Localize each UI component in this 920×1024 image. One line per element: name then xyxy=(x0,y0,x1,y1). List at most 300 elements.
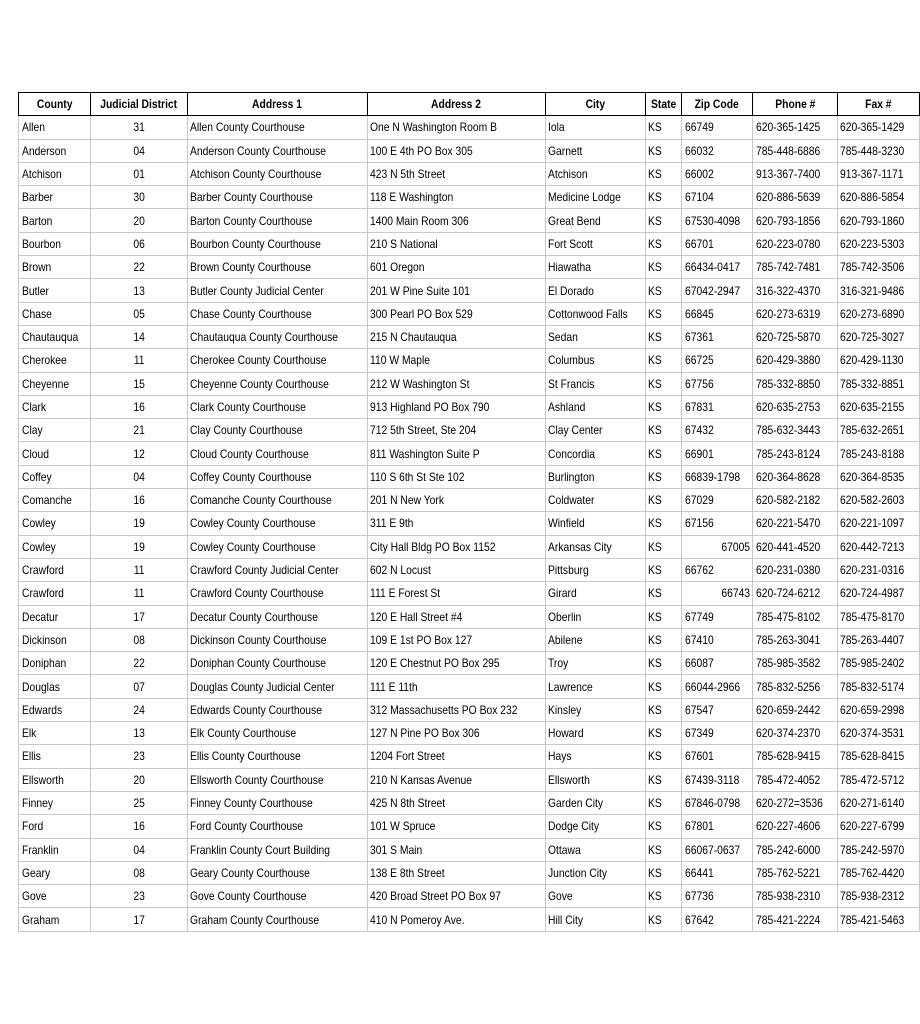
address-1-cell: Clay County Courthouse xyxy=(187,419,342,442)
city-cell: Medicine Lodge xyxy=(545,186,631,209)
judicial-district-cell: 31 xyxy=(98,116,181,139)
city-cell: Lawrence xyxy=(545,675,631,698)
judicial-district-cell: 16 xyxy=(98,815,181,838)
zip-code-cell: 66701 xyxy=(682,232,743,255)
fax-cell: 620-221-1097 xyxy=(837,512,907,535)
phone-cell: 913-367-7400 xyxy=(753,162,826,185)
city-cell: Cottonwood Falls xyxy=(545,302,631,325)
phone-cell: 620-231-0380 xyxy=(753,558,826,581)
address-2-cell: 118 E Washington xyxy=(367,186,520,209)
table-row xyxy=(19,325,920,348)
address-1-cell: Ellis County Courthouse xyxy=(187,745,342,768)
fax-cell: 620-227-6799 xyxy=(837,815,907,838)
phone-cell: 620-582-2182 xyxy=(753,489,826,512)
fax-cell: 785-938-2312 xyxy=(837,885,907,908)
city-cell: Winfield xyxy=(545,512,631,535)
table-row xyxy=(19,512,920,535)
table-row xyxy=(19,302,920,325)
header-county: County xyxy=(19,93,91,116)
address-2-cell: 311 E 9th xyxy=(367,512,520,535)
judicial-district-cell: 11 xyxy=(98,558,181,581)
county-cell: Clay xyxy=(19,419,81,442)
city-cell: Fort Scott xyxy=(545,232,631,255)
county-cell: Edwards xyxy=(19,698,81,721)
address-1-cell: Dickinson County Courthouse xyxy=(187,628,342,651)
phone-cell: 620-725-5870 xyxy=(753,325,826,348)
zip-code-cell: 66725 xyxy=(682,349,743,372)
judicial-district-cell: 15 xyxy=(98,372,181,395)
city-cell: Columbus xyxy=(545,349,631,372)
address-1-cell: Crawford County Judicial Center xyxy=(187,558,342,581)
fax-cell: 620-273-6890 xyxy=(837,302,907,325)
address-2-cell: 300 Pearl PO Box 529 xyxy=(367,302,520,325)
zip-code-cell: 67749 xyxy=(682,605,743,628)
fax-cell: 620-793-1860 xyxy=(837,209,907,232)
phone-cell: 785-242-6000 xyxy=(753,838,826,861)
fax-cell: 913-367-1171 xyxy=(837,162,907,185)
state-cell: KS xyxy=(645,186,676,209)
table-row xyxy=(19,232,920,255)
address-1-cell: Clark County Courthouse xyxy=(187,395,342,418)
fax-cell: 785-475-8170 xyxy=(837,605,907,628)
zip-code-cell: 67831 xyxy=(682,395,743,418)
address-1-cell: Graham County Courthouse xyxy=(187,908,342,931)
judicial-district-cell: 08 xyxy=(98,861,181,884)
table-row xyxy=(19,419,920,442)
table-row xyxy=(19,465,920,488)
county-cell: Comanche xyxy=(19,489,81,512)
address-2-cell: 100 E 4th PO Box 305 xyxy=(367,139,520,162)
zip-code-cell: 67439-3118 xyxy=(682,768,743,791)
zip-code-cell: 67042-2947 xyxy=(682,279,743,302)
state-cell: KS xyxy=(645,605,676,628)
courthouse-directory-table xyxy=(18,92,920,932)
judicial-district-cell: 30 xyxy=(98,186,181,209)
address-2-cell: 712 5th Street, Ste 204 xyxy=(367,419,520,442)
zip-code-cell: 66743 xyxy=(691,582,752,605)
fax-cell: 620-724-4987 xyxy=(837,582,907,605)
city-cell: Garnett xyxy=(545,139,631,162)
phone-cell: 316-322-4370 xyxy=(753,279,826,302)
zip-code-cell: 66434-0417 xyxy=(682,256,743,279)
state-cell: KS xyxy=(645,745,676,768)
fax-cell: 785-762-4420 xyxy=(837,861,907,884)
phone-cell: 785-632-3443 xyxy=(753,419,826,442)
city-cell: Concordia xyxy=(545,442,631,465)
fax-cell: 620-886-5854 xyxy=(837,186,907,209)
address-1-cell: Cherokee County Courthouse xyxy=(187,349,342,372)
zip-code-cell: 67530-4098 xyxy=(682,209,743,232)
address-2-cell: 425 N 8th Street xyxy=(367,791,520,814)
county-cell: Atchison xyxy=(19,162,81,185)
phone-cell: 620-886-5639 xyxy=(753,186,826,209)
table-row xyxy=(19,395,920,418)
address-2-cell: 109 E 1st PO Box 127 xyxy=(367,628,520,651)
table-row xyxy=(19,372,920,395)
phone-cell: 620-635-2753 xyxy=(753,395,826,418)
zip-code-cell: 67601 xyxy=(682,745,743,768)
state-cell: KS xyxy=(645,512,676,535)
county-cell: Chautauqua xyxy=(19,325,81,348)
city-cell: Ottawa xyxy=(545,838,631,861)
address-2-cell: 312 Massachusetts PO Box 232 xyxy=(367,698,520,721)
state-cell: KS xyxy=(645,698,676,721)
zip-code-cell: 67156 xyxy=(682,512,743,535)
phone-cell: 620-429-3880 xyxy=(753,349,826,372)
table-row xyxy=(19,279,920,302)
zip-code-cell: 66044-2966 xyxy=(682,675,743,698)
county-cell: Finney xyxy=(19,791,81,814)
county-cell: Cloud xyxy=(19,442,81,465)
address-1-cell: Cloud County Courthouse xyxy=(187,442,342,465)
city-cell: Abilene xyxy=(545,628,631,651)
state-cell: KS xyxy=(645,861,676,884)
phone-cell: 620-659-2442 xyxy=(753,698,826,721)
city-cell: Pittsburg xyxy=(545,558,631,581)
county-cell: Barton xyxy=(19,209,81,232)
address-1-cell: Finney County Courthouse xyxy=(187,791,342,814)
phone-cell: 785-263-3041 xyxy=(753,628,826,651)
judicial-district-cell: 14 xyxy=(98,325,181,348)
judicial-district-cell: 19 xyxy=(98,535,181,558)
address-2-cell: 120 E Chestnut PO Box 295 xyxy=(367,652,520,675)
fax-cell: 620-374-3531 xyxy=(837,722,907,745)
address-1-cell: Allen County Courthouse xyxy=(187,116,342,139)
county-cell: Cherokee xyxy=(19,349,81,372)
address-2-cell: 1204 Fort Street xyxy=(367,745,520,768)
zip-code-cell: 66087 xyxy=(682,652,743,675)
state-cell: KS xyxy=(645,652,676,675)
state-cell: KS xyxy=(645,885,676,908)
county-cell: Cheyenne xyxy=(19,372,81,395)
state-cell: KS xyxy=(645,419,676,442)
address-1-cell: Ford County Courthouse xyxy=(187,815,342,838)
address-2-cell: 423 N 5th Street xyxy=(367,162,520,185)
fax-cell: 620-659-2998 xyxy=(837,698,907,721)
address-2-cell: 120 E Hall Street #4 xyxy=(367,605,520,628)
city-cell: Hays xyxy=(545,745,631,768)
fax-cell: 785-632-2651 xyxy=(837,419,907,442)
judicial-district-cell: 04 xyxy=(98,838,181,861)
address-1-cell: Franklin County Court Building xyxy=(187,838,342,861)
table-row xyxy=(19,838,920,861)
zip-code-cell: 67029 xyxy=(682,489,743,512)
city-cell: Dodge City xyxy=(545,815,631,838)
judicial-district-cell: 01 xyxy=(98,162,181,185)
address-2-cell: 101 W Spruce xyxy=(367,815,520,838)
state-cell: KS xyxy=(645,162,676,185)
phone-cell: 785-985-3582 xyxy=(753,652,826,675)
address-1-cell: Butler County Judicial Center xyxy=(187,279,342,302)
county-cell: Coffey xyxy=(19,465,81,488)
judicial-district-cell: 11 xyxy=(98,582,181,605)
judicial-district-cell: 23 xyxy=(98,885,181,908)
fax-cell: 620-364-8535 xyxy=(837,465,907,488)
county-cell: Decatur xyxy=(19,605,81,628)
table-row xyxy=(19,139,920,162)
zip-code-cell: 67736 xyxy=(682,885,743,908)
state-cell: KS xyxy=(645,209,676,232)
table-row xyxy=(19,209,920,232)
city-cell: Kinsley xyxy=(545,698,631,721)
zip-code-cell: 67104 xyxy=(682,186,743,209)
state-cell: KS xyxy=(645,791,676,814)
phone-cell: 620-227-4606 xyxy=(753,815,826,838)
state-cell: KS xyxy=(645,116,676,139)
address-2-cell: 201 N New York xyxy=(367,489,520,512)
city-cell: Atchison xyxy=(545,162,631,185)
address-1-cell: Brown County Courthouse xyxy=(187,256,342,279)
zip-code-cell: 67410 xyxy=(682,628,743,651)
state-cell: KS xyxy=(645,395,676,418)
phone-cell: 620-221-5470 xyxy=(753,512,826,535)
state-cell: KS xyxy=(645,372,676,395)
judicial-district-cell: 17 xyxy=(98,908,181,931)
address-1-cell: Elk County Courthouse xyxy=(187,722,342,745)
phone-cell: 620-273-6319 xyxy=(753,302,826,325)
judicial-district-cell: 22 xyxy=(98,652,181,675)
address-2-cell: 301 S Main xyxy=(367,838,520,861)
header-address-1: Address 1 xyxy=(187,93,367,116)
phone-cell: 620-365-1425 xyxy=(753,116,826,139)
state-cell: KS xyxy=(645,139,676,162)
judicial-district-cell: 13 xyxy=(98,722,181,745)
address-2-cell: 210 N Kansas Avenue xyxy=(367,768,520,791)
judicial-district-cell: 20 xyxy=(98,768,181,791)
fax-cell: 785-421-5463 xyxy=(837,908,907,931)
zip-code-cell: 66002 xyxy=(682,162,743,185)
table-row xyxy=(19,256,920,279)
zip-code-cell: 66762 xyxy=(682,558,743,581)
address-2-cell: 420 Broad Street PO Box 97 xyxy=(367,885,520,908)
phone-cell: 620-724-6212 xyxy=(753,582,826,605)
city-cell: Garden City xyxy=(545,791,631,814)
zip-code-cell: 67756 xyxy=(682,372,743,395)
city-cell: Hiawatha xyxy=(545,256,631,279)
table-row xyxy=(19,628,920,651)
judicial-district-cell: 24 xyxy=(98,698,181,721)
address-2-cell: 210 S National xyxy=(367,232,520,255)
table-row xyxy=(19,489,920,512)
state-cell: KS xyxy=(645,675,676,698)
address-1-cell: Bourbon County Courthouse xyxy=(187,232,342,255)
state-cell: KS xyxy=(645,465,676,488)
header-zip-code: Zip Code xyxy=(682,93,753,116)
address-1-cell: Doniphan County Courthouse xyxy=(187,652,342,675)
county-cell: Doniphan xyxy=(19,652,81,675)
state-cell: KS xyxy=(645,908,676,931)
county-cell: Ford xyxy=(19,815,81,838)
state-cell: KS xyxy=(645,325,676,348)
zip-code-cell: 67801 xyxy=(682,815,743,838)
city-cell: Iola xyxy=(545,116,631,139)
table-row xyxy=(19,162,920,185)
zip-code-cell: 66067-0637 xyxy=(682,838,743,861)
county-cell: Gove xyxy=(19,885,81,908)
county-cell: Ellis xyxy=(19,745,81,768)
county-cell: Cowley xyxy=(19,512,81,535)
state-cell: KS xyxy=(645,838,676,861)
fax-cell: 785-472-5712 xyxy=(837,768,907,791)
state-cell: KS xyxy=(645,558,676,581)
judicial-district-cell: 20 xyxy=(98,209,181,232)
address-2-cell: 138 E 8th Street xyxy=(367,861,520,884)
city-cell: Gove xyxy=(545,885,631,908)
phone-cell: 785-243-8124 xyxy=(753,442,826,465)
fax-cell: 785-742-3506 xyxy=(837,256,907,279)
fax-cell: 620-635-2155 xyxy=(837,395,907,418)
phone-cell: 620-223-0780 xyxy=(753,232,826,255)
judicial-district-cell: 04 xyxy=(98,465,181,488)
address-2-cell: 601 Oregon xyxy=(367,256,520,279)
phone-cell: 620-272=3536 xyxy=(753,791,826,814)
state-cell: KS xyxy=(645,256,676,279)
judicial-district-cell: 13 xyxy=(98,279,181,302)
county-cell: Cowley xyxy=(19,535,81,558)
header-fax: Fax # xyxy=(837,93,919,116)
header-city: City xyxy=(545,93,645,116)
address-1-cell: Gove County Courthouse xyxy=(187,885,342,908)
address-1-cell: Douglas County Judicial Center xyxy=(187,675,342,698)
address-1-cell: Cowley County Courthouse xyxy=(187,512,342,535)
county-cell: Dickinson xyxy=(19,628,81,651)
header-address-2: Address 2 xyxy=(367,93,545,116)
table-row xyxy=(19,861,920,884)
state-cell: KS xyxy=(645,582,676,605)
zip-code-cell: 66441 xyxy=(682,861,743,884)
city-cell: Ellsworth xyxy=(545,768,631,791)
state-cell: KS xyxy=(645,302,676,325)
city-cell: Howard xyxy=(545,722,631,745)
address-2-cell: 215 N Chautauqua xyxy=(367,325,520,348)
zip-code-cell: 66032 xyxy=(682,139,743,162)
fax-cell: 785-448-3230 xyxy=(837,139,907,162)
address-2-cell: City Hall Bldg PO Box 1152 xyxy=(367,535,520,558)
city-cell: Clay Center xyxy=(545,419,631,442)
table-row xyxy=(19,745,920,768)
city-cell: Junction City xyxy=(545,861,631,884)
header-state: State xyxy=(645,93,681,116)
fax-cell: 785-332-8851 xyxy=(837,372,907,395)
address-2-cell: 110 S 6th St Ste 102 xyxy=(367,465,520,488)
address-2-cell: 602 N Locust xyxy=(367,558,520,581)
county-cell: Franklin xyxy=(19,838,81,861)
judicial-district-cell: 16 xyxy=(98,489,181,512)
zip-code-cell: 66845 xyxy=(682,302,743,325)
county-cell: Chase xyxy=(19,302,81,325)
address-1-cell: Edwards County Courthouse xyxy=(187,698,342,721)
city-cell: Oberlin xyxy=(545,605,631,628)
county-cell: Anderson xyxy=(19,139,81,162)
city-cell: Arkansas City xyxy=(545,535,631,558)
table-row xyxy=(19,116,920,139)
phone-cell: 620-793-1856 xyxy=(753,209,826,232)
header-judicial-district: Judicial District xyxy=(91,93,187,116)
table-row xyxy=(19,582,920,605)
phone-cell: 785-628-9415 xyxy=(753,745,826,768)
zip-code-cell: 67642 xyxy=(682,908,743,931)
county-cell: Crawford xyxy=(19,582,81,605)
phone-cell: 785-421-2224 xyxy=(753,908,826,931)
state-cell: KS xyxy=(645,232,676,255)
address-2-cell: 111 E Forest St xyxy=(367,582,520,605)
address-1-cell: Chautauqua County Courthouse xyxy=(187,325,342,348)
state-cell: KS xyxy=(645,768,676,791)
fax-cell: 620-223-5303 xyxy=(837,232,907,255)
address-1-cell: Crawford County Courthouse xyxy=(187,582,342,605)
table-row xyxy=(19,442,920,465)
fax-cell: 620-725-3027 xyxy=(837,325,907,348)
address-1-cell: Atchison County Courthouse xyxy=(187,162,342,185)
zip-code-cell: 66839-1798 xyxy=(682,465,743,488)
address-1-cell: Barber County Courthouse xyxy=(187,186,342,209)
address-1-cell: Geary County Courthouse xyxy=(187,861,342,884)
table-row xyxy=(19,605,920,628)
judicial-district-cell: 07 xyxy=(98,675,181,698)
zip-code-cell: 67432 xyxy=(682,419,743,442)
judicial-district-cell: 22 xyxy=(98,256,181,279)
state-cell: KS xyxy=(645,442,676,465)
address-2-cell: One N Washington Room B xyxy=(367,116,520,139)
city-cell: Ashland xyxy=(545,395,631,418)
fax-cell: 785-263-4407 xyxy=(837,628,907,651)
fax-cell: 785-832-5174 xyxy=(837,675,907,698)
judicial-district-cell: 17 xyxy=(98,605,181,628)
state-cell: KS xyxy=(645,279,676,302)
address-2-cell: 1400 Main Room 306 xyxy=(367,209,520,232)
table-row xyxy=(19,349,920,372)
judicial-district-cell: 04 xyxy=(98,139,181,162)
city-cell: Burlington xyxy=(545,465,631,488)
address-1-cell: Cowley County Courthouse xyxy=(187,535,342,558)
address-1-cell: Coffey County Courthouse xyxy=(187,465,342,488)
table-row xyxy=(19,908,920,931)
state-cell: KS xyxy=(645,535,676,558)
judicial-district-cell: 23 xyxy=(98,745,181,768)
fax-cell: 620-582-2603 xyxy=(837,489,907,512)
table-body xyxy=(19,116,920,931)
address-2-cell: 111 E 11th xyxy=(367,675,520,698)
table-row xyxy=(19,535,920,558)
county-cell: Douglas xyxy=(19,675,81,698)
phone-cell: 785-448-6886 xyxy=(753,139,826,162)
city-cell: Girard xyxy=(545,582,631,605)
zip-code-cell: 67361 xyxy=(682,325,743,348)
fax-cell: 785-985-2402 xyxy=(837,652,907,675)
address-2-cell: 110 W Maple xyxy=(367,349,520,372)
address-2-cell: 212 W Washington St xyxy=(367,372,520,395)
fax-cell: 620-365-1429 xyxy=(837,116,907,139)
fax-cell: 785-243-8188 xyxy=(837,442,907,465)
fax-cell: 620-231-0316 xyxy=(837,558,907,581)
county-cell: Allen xyxy=(19,116,81,139)
table-row xyxy=(19,791,920,814)
city-cell: Sedan xyxy=(545,325,631,348)
table-row xyxy=(19,675,920,698)
phone-cell: 620-364-8628 xyxy=(753,465,826,488)
zip-code-cell: 67547 xyxy=(682,698,743,721)
address-2-cell: 811 Washington Suite P xyxy=(367,442,520,465)
judicial-district-cell: 05 xyxy=(98,302,181,325)
county-cell: Butler xyxy=(19,279,81,302)
address-2-cell: 201 W Pine Suite 101 xyxy=(367,279,520,302)
zip-code-cell: 67349 xyxy=(682,722,743,745)
fax-cell: 785-242-5970 xyxy=(837,838,907,861)
county-cell: Geary xyxy=(19,861,81,884)
judicial-district-cell: 11 xyxy=(98,349,181,372)
address-1-cell: Barton County Courthouse xyxy=(187,209,342,232)
phone-cell: 785-332-8850 xyxy=(753,372,826,395)
